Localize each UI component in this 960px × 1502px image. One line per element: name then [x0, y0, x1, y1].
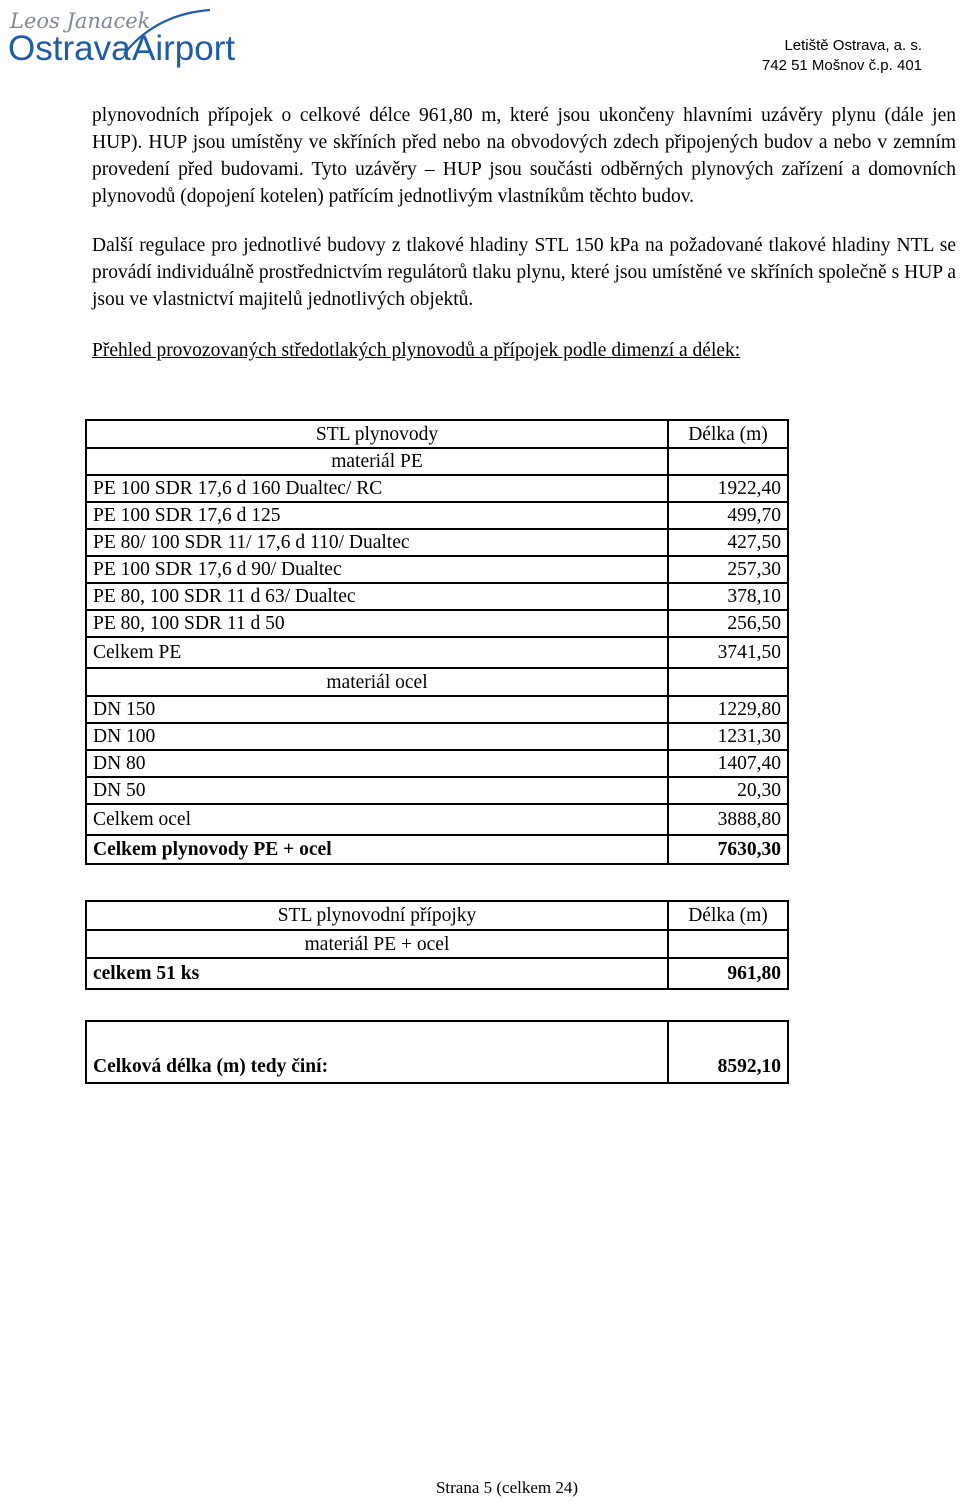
table-row: PE 80, 100 SDR 11 d 50 256,50	[86, 610, 788, 637]
table2-section-label: materiál PE + ocel	[86, 930, 668, 958]
pipelines-table	[85, 419, 789, 865]
total-row-ocel: Celkem ocel 3888,80	[86, 804, 788, 835]
table-header-name: STL plynovody	[86, 420, 668, 448]
table-row: PE 80/ 100 SDR 11/ 17,6 d 110/ Dualtec 427,50	[86, 529, 788, 556]
total-length-table	[85, 1020, 789, 1084]
table-row: PE 80, 100 SDR 11 d 63/ Dualtec 378,10	[86, 583, 788, 610]
logo-script-text: Leos Janacek	[10, 9, 151, 33]
table2-header-name: STL plynovodní přípojky	[86, 901, 668, 930]
address-line-2: 742 51 Mošnov č.p. 401	[761, 57, 922, 74]
table-row: PE 100 SDR 17,6 d 125 499,70	[86, 502, 788, 529]
table-row: DN 100 1231,30	[86, 723, 788, 750]
page-footer: Strana 5 (celkem 24)	[435, 1478, 579, 1497]
total-length-value: 8592,10	[668, 1021, 788, 1083]
table2-header-length: Délka (m)	[668, 901, 788, 930]
table-row: DN 150 1229,80	[86, 696, 788, 723]
table-row: PE 100 SDR 17,6 d 160 Dualtec/ RC 1922,40	[86, 475, 788, 502]
total-row-pe: Celkem PE 3741,50	[86, 637, 788, 668]
paragraph-regulation: Další regulace pro jednotlivé budovy z tlakové hladiny STL 150 kPa na požadované tlakové hladiny NTL se provádí individuálně prostřednictvím regulátorů tlaku plynu, které jsou umístěné ve skříních společně s HUP a jsou ve vlastnictví majitelů jednotlivých objektů.	[92, 235, 956, 310]
company-address	[762, 36, 922, 76]
section-label-pe: materiál PE	[86, 448, 668, 475]
airport-logo	[6, 4, 246, 70]
section-heading: Přehled provozovaných středotlakých plynovodů a přípojek podle dimenzí a délek:	[92, 340, 741, 361]
logo-word-ostrava: Ostrava	[8, 29, 131, 68]
table-row: DN 50 20,30	[86, 777, 788, 804]
table-row: PE 100 SDR 17,6 d 90/ Dualtec 257,30	[86, 556, 788, 583]
logo-word-airport: Airport	[132, 29, 236, 68]
table-header-length: Délka (m)	[668, 420, 788, 448]
table-row: DN 80 1407,40	[86, 750, 788, 777]
paragraph-hup: plynovodních přípojek o celkové délce 961,80 m, které jsou ukončeny hlavními uzávěry plynu (dále jen HUP). HUP jsou umístěny ve skříních před nebo na obvodových zdech připojených budov a nebo v zemním provedení před budovami. Tyto uzávěry – HUP jsou součásti odběrných plynových zařízení a domovních plynovodů (dopojení kotelen) patřícím jednotlivým vlastníkům těchto budov.	[92, 105, 956, 207]
table2-total-row: celkem 51 ks 961,80	[86, 958, 788, 989]
connections-table	[85, 900, 789, 990]
total-length-label: Celková délka (m) tedy činí:	[86, 1021, 668, 1083]
section-label-ocel: materiál ocel	[86, 668, 668, 696]
address-line-1: Letiště Ostrava, a. s.	[784, 37, 922, 54]
grand-total-row: Celkem plynovody PE + ocel 7630,30	[86, 835, 788, 864]
